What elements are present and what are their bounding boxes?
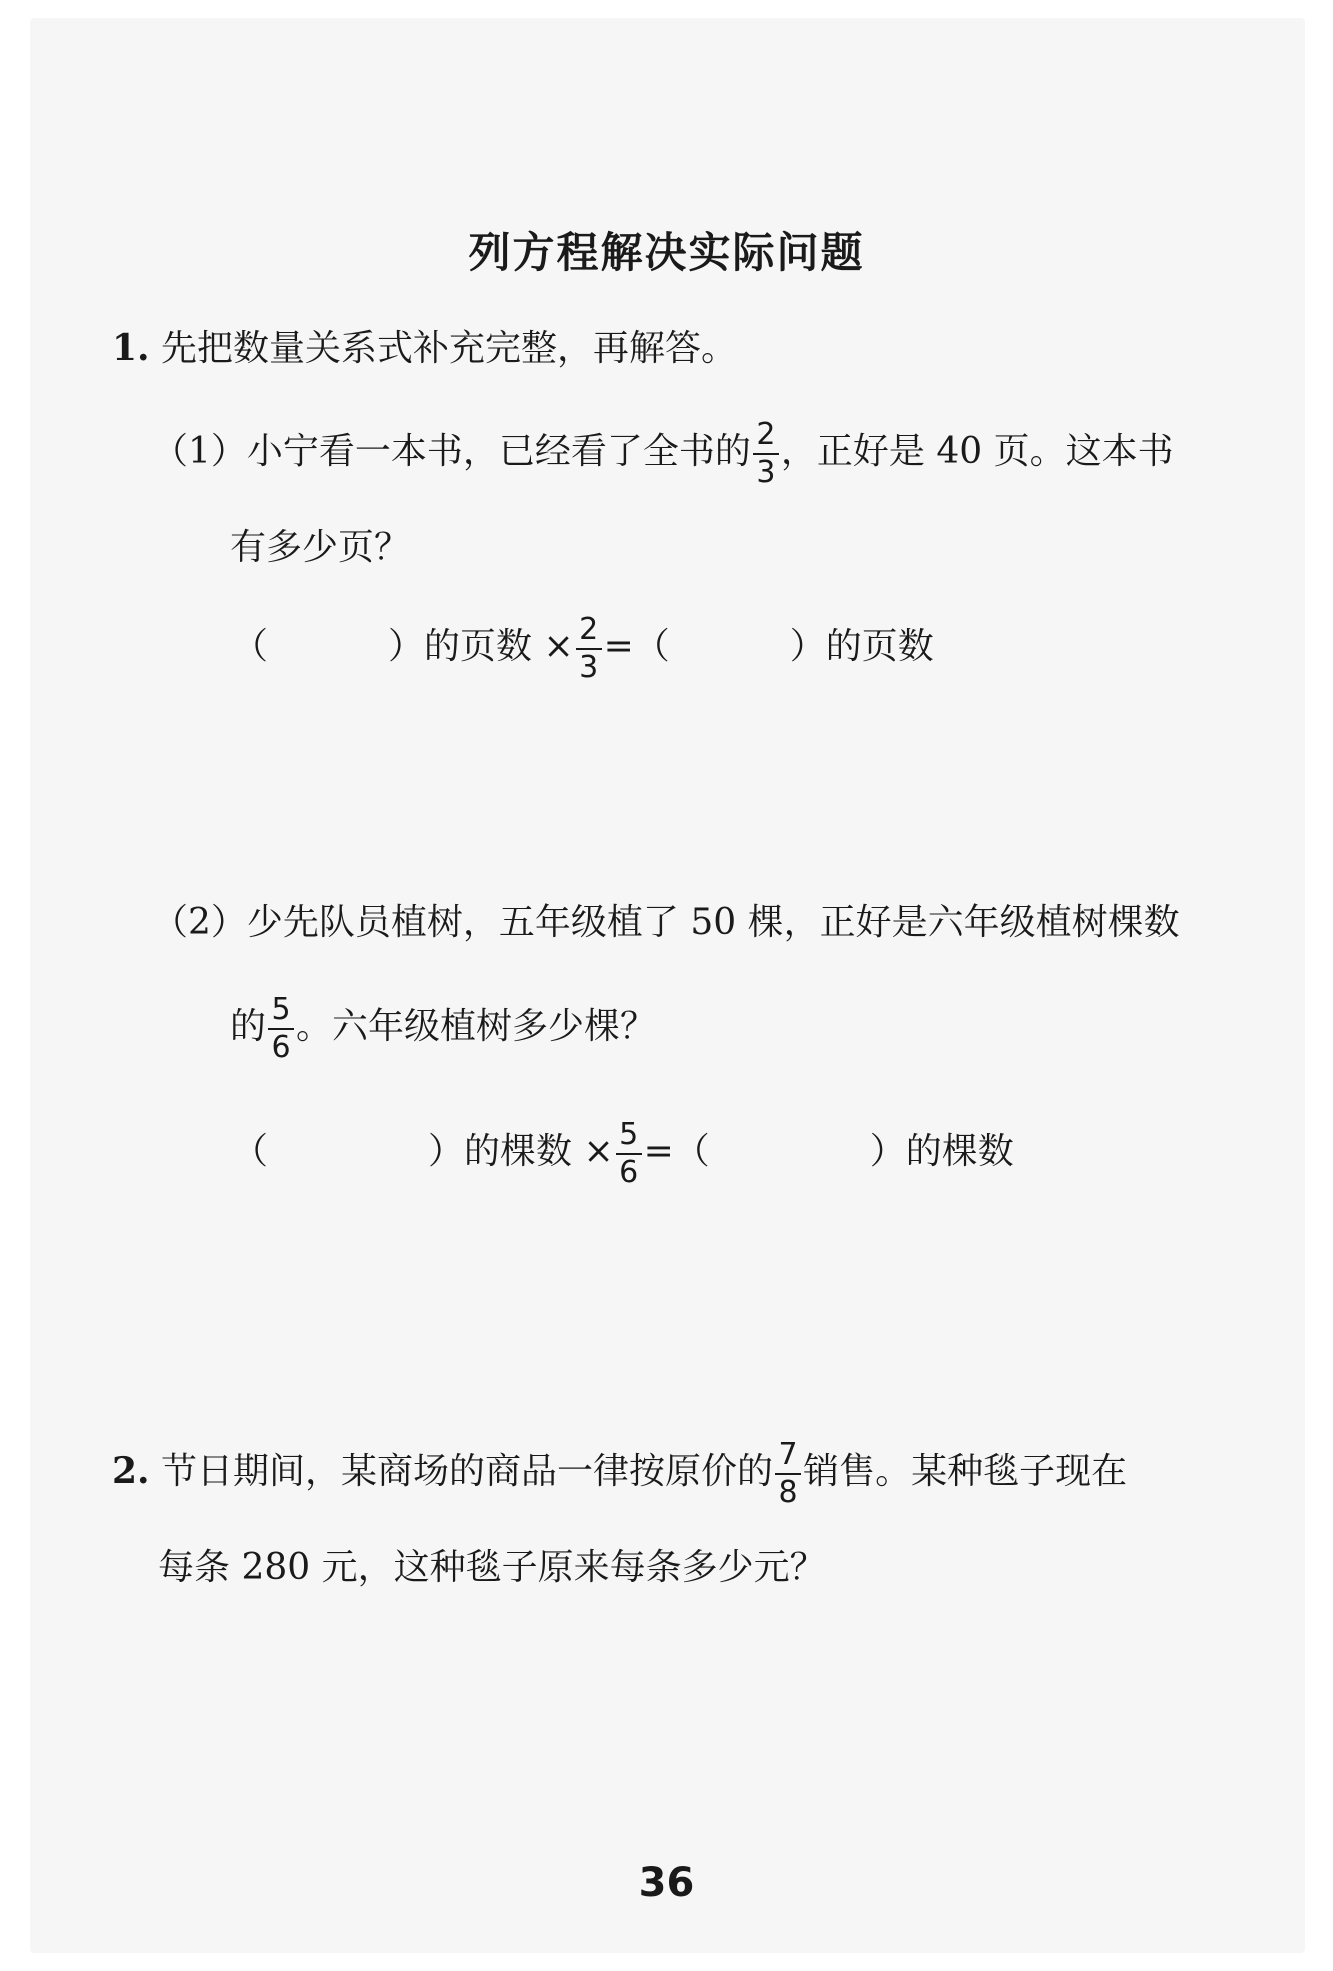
relation-text: ）的棵数 × (428, 1131, 614, 1172)
subquestion-text-cont: ，正好是 40 页。这本书 (780, 431, 1174, 472)
subquestion-text: 少先队员植树，五年级植了 50 棵，正好是六年级植树棵数 (246, 902, 1180, 943)
relation-end: ）的棵数 (869, 1131, 1014, 1172)
subquestion-1-line2: 有多少页？ (230, 527, 411, 568)
relation-end: ）的页数 (789, 626, 934, 667)
question-text-cont: 销售。某种毯子现在 (803, 1451, 1128, 1492)
question-number: 1. (112, 327, 150, 369)
subquestion-text-cont: 。六年级植树多少棵？ (296, 1006, 657, 1047)
relation-1 (232, 612, 934, 685)
question-number: 2. (112, 1450, 150, 1492)
subquestion-1 (152, 417, 1174, 490)
subquestion-label: （2） (152, 902, 247, 943)
relation-2 (232, 1117, 1014, 1190)
subquestion-2 (152, 902, 1180, 943)
fraction-denominator: 8 (778, 1475, 798, 1510)
fraction-denominator: 3 (579, 650, 599, 685)
relation-open: （ (232, 1131, 269, 1172)
fraction (616, 1117, 642, 1190)
page-title: 列方程解决实际问题 (468, 228, 865, 277)
fraction (576, 612, 602, 685)
relation-text: ）的页数 × (388, 626, 574, 667)
fraction-denominator: 3 (756, 455, 776, 490)
fraction-numerator: 2 (579, 612, 599, 647)
fraction-denominator: 6 (619, 1155, 639, 1190)
question-2-line2: 每条 280 元，这种毯子原来每条多少元？ (158, 1547, 826, 1588)
subquestion-text: 的 (230, 1006, 267, 1047)
relation-equals: =（ (603, 626, 670, 667)
fraction (775, 1437, 801, 1510)
fraction-denominator: 6 (271, 1030, 291, 1065)
subquestion-2-line2 (230, 992, 657, 1065)
question-text: 先把数量关系式补充完整，再解答。 (161, 328, 738, 369)
fraction-numerator: 2 (756, 417, 776, 452)
subquestion-label: （1） (152, 431, 247, 472)
fraction-numerator: 7 (778, 1437, 798, 1472)
fraction-numerator: 5 (271, 992, 291, 1027)
fraction-numerator: 5 (619, 1117, 639, 1152)
fraction (753, 417, 779, 490)
relation-equals: =（ (643, 1131, 710, 1172)
subquestion-text: 小宁看一本书，已经看了全书的 (246, 431, 751, 472)
page-number: 36 (638, 1860, 695, 1906)
page-background (30, 18, 1305, 1953)
relation-open: （ (232, 626, 269, 667)
fraction (268, 992, 294, 1065)
question-2 (112, 1437, 1128, 1510)
question-1 (112, 327, 738, 369)
question-text: 节日期间，某商场的商品一律按原价的 (161, 1451, 774, 1492)
